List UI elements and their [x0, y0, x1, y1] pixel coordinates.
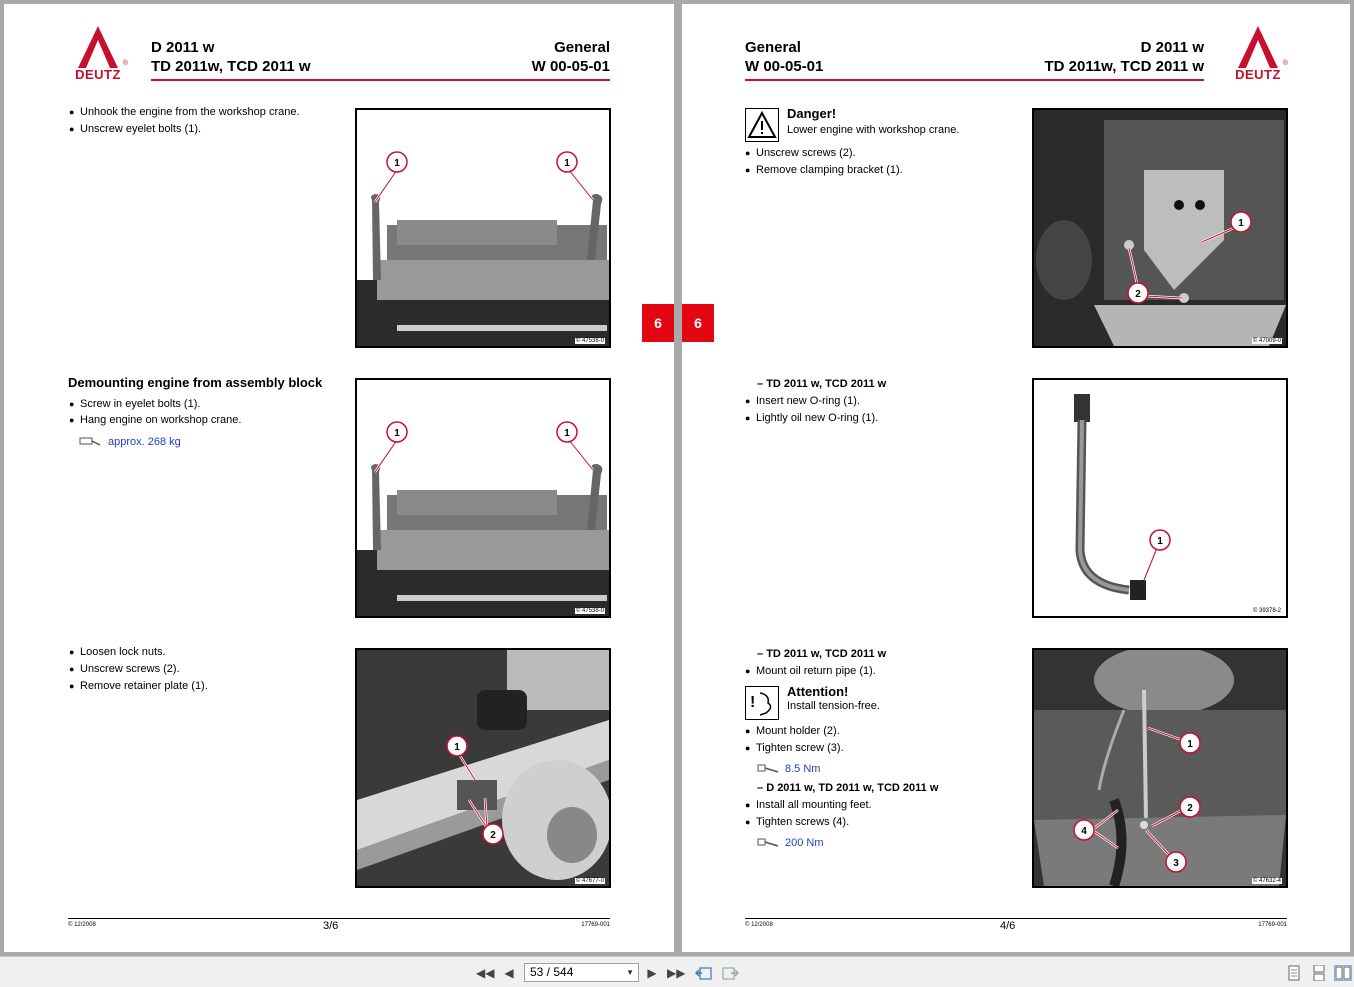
- viewer-toolbar: [0, 956, 1354, 987]
- section-title: Demounting engine from assembly block: [68, 375, 323, 390]
- go-back-icon[interactable]: [695, 965, 713, 981]
- first-page-icon[interactable]: ◀◀: [476, 966, 495, 980]
- header-section-right: [532, 38, 610, 76]
- variant-heading: – TD 2011 w, TCD 2011 w: [757, 378, 887, 390]
- header-model-left: [151, 38, 311, 76]
- instruction-bullet: ● Unhook the engine from the workshop crane.: [80, 104, 300, 121]
- figure-retainer-plate: [355, 648, 611, 888]
- attention-box: [745, 686, 779, 720]
- figure-code: © 47538-0: [575, 608, 604, 614]
- header-model-line1: D 2011 w: [151, 39, 215, 56]
- svg-text:1: 1: [1187, 739, 1193, 750]
- instruction-bullet: ● Remove clamping bracket (1).: [756, 162, 903, 179]
- figure-code: © 47677-0: [575, 878, 604, 884]
- deutz-logo: [68, 24, 128, 82]
- header-model-line2: TD 2011w, TCD 2011 w: [1044, 58, 1204, 75]
- instruction-bullet: ● Mount oil return pipe (1).: [756, 663, 876, 680]
- footer-rule: [68, 918, 610, 919]
- torque-spec: 200 Nm: [785, 837, 824, 849]
- footer-doc-number: 17769-001: [581, 922, 610, 928]
- instruction-bullet: ● Unscrew screws (2).: [80, 661, 180, 678]
- footer-date: © 12/2008: [68, 922, 96, 928]
- instruction-bullet: ● Hang engine on workshop crane.: [80, 412, 241, 429]
- svg-text:1: 1: [394, 428, 400, 439]
- right-page: [682, 4, 1350, 952]
- header-section-code: W 00-05-01: [745, 58, 824, 75]
- instruction-bullet: ● Tighten screw (3).: [756, 740, 844, 757]
- header-model-line2: TD 2011w, TCD 2011 w: [151, 58, 311, 75]
- instruction-bullet: ● Mount holder (2).: [756, 723, 840, 740]
- footer-page-number: 3/6: [323, 920, 339, 932]
- danger-title: Danger!: [787, 106, 837, 121]
- last-page-icon[interactable]: ▶▶: [667, 966, 686, 980]
- torque-wrench-icon: [756, 835, 780, 849]
- logo-registered-mark: ®: [1282, 60, 1288, 67]
- figure-code: © 47538-0: [575, 338, 604, 344]
- attention-title: Attention!: [787, 684, 849, 699]
- header-section-code: W 00-05-01: [531, 58, 610, 75]
- footer-date: © 12/2008: [745, 922, 773, 928]
- danger-box: [745, 108, 779, 142]
- variant-heading: – TD 2011 w, TCD 2011 w: [757, 648, 887, 660]
- page-number-select[interactable]: [524, 963, 639, 982]
- header-model-line1: D 2011 w: [1140, 39, 1204, 56]
- attention-text: Install tension-free.: [787, 700, 880, 712]
- header-section-title: General: [554, 39, 610, 56]
- torque-spec: 8.5 Nm: [785, 763, 821, 775]
- weight-spec: approx. 268 kg: [108, 436, 181, 448]
- instruction-bullet: ● Tighten screws (4).: [756, 814, 849, 831]
- logo-registered-mark: ®: [122, 60, 128, 67]
- instruction-bullet: ● Lightly oil new O-ring (1).: [756, 410, 878, 427]
- svg-text:2: 2: [1135, 289, 1141, 300]
- svg-text:1: 1: [564, 428, 570, 439]
- instruction-bullet: ● Unscrew eyelet bolts (1).: [80, 121, 201, 138]
- attention-icon: [746, 687, 778, 719]
- chevron-down-icon: ▼: [626, 968, 634, 977]
- instruction-bullet: ● Screw in eyelet bolts (1).: [80, 396, 200, 413]
- deutz-logo: [1228, 24, 1288, 82]
- figure-engine-eyelets-2: [355, 378, 611, 618]
- deutz-logo-mark: [1228, 24, 1288, 68]
- chapter-tab: 6: [642, 304, 674, 342]
- variant-heading: – D 2011 w, TD 2011 w, TCD 2011 w: [757, 782, 939, 794]
- instruction-bullet: ● Loosen lock nuts.: [80, 644, 166, 661]
- logo-text: DEUTZ: [75, 67, 121, 82]
- svg-text:1: 1: [1238, 218, 1244, 229]
- footer-page-number: 4/6: [1000, 920, 1016, 932]
- warning-triangle-icon: [746, 109, 778, 141]
- variant-heading-text: TD 2011 w, TCD 2011 w: [766, 648, 887, 660]
- figure-code: © 47632-4: [1252, 878, 1281, 884]
- instruction-bullet: ● Unscrew screws (2).: [756, 145, 856, 162]
- header-model-right: [1044, 38, 1204, 76]
- instruction-bullet: ● Install all mounting feet.: [756, 797, 872, 814]
- figure-mounting-feet: [1032, 648, 1288, 888]
- left-page: [4, 4, 674, 952]
- svg-text:4: 4: [1081, 826, 1087, 837]
- figure-clamping-bracket: [1032, 108, 1288, 348]
- figure-code: © 47009-0: [1252, 338, 1281, 344]
- deutz-logo-mark: [68, 24, 128, 68]
- page-indicator: 53 / 544: [530, 965, 574, 979]
- next-page-icon[interactable]: ▶: [647, 966, 657, 980]
- weight-scale-icon: [78, 434, 102, 448]
- continuous-view-icon[interactable]: [1310, 965, 1328, 981]
- two-page-view-icon[interactable]: [1334, 965, 1352, 981]
- danger-text: Lower engine with workshop crane.: [787, 124, 960, 136]
- instruction-bullet: ● Remove retainer plate (1).: [80, 678, 208, 695]
- svg-text:2: 2: [490, 830, 496, 841]
- variant-heading-text: D 2011 w, TD 2011 w, TCD 2011 w: [766, 782, 939, 794]
- header-rule: [745, 79, 1204, 81]
- svg-text:2: 2: [1187, 803, 1193, 814]
- header-rule: [151, 79, 610, 81]
- logo-text: DEUTZ: [1235, 67, 1281, 82]
- footer-rule: [745, 918, 1287, 919]
- figure-code: © 39378-2: [1252, 608, 1281, 614]
- svg-text:1: 1: [394, 158, 400, 169]
- svg-text:!: !: [750, 694, 756, 711]
- svg-text:1: 1: [564, 158, 570, 169]
- figure-oil-return-pipe: [1032, 378, 1288, 618]
- footer-doc-number: 17769-001: [1258, 922, 1287, 928]
- go-forward-icon[interactable]: [721, 965, 739, 981]
- svg-text:1: 1: [454, 742, 460, 753]
- variant-heading-text: TD 2011 w, TCD 2011 w: [766, 378, 887, 390]
- svg-text:1: 1: [1157, 536, 1163, 547]
- instruction-bullet: ● Insert new O-ring (1).: [756, 393, 860, 410]
- header-section-left: [745, 38, 823, 76]
- single-page-view-icon[interactable]: [1285, 965, 1303, 981]
- torque-wrench-icon: [756, 761, 780, 775]
- previous-page-icon[interactable]: ◀: [504, 966, 514, 980]
- svg-text:3: 3: [1173, 858, 1179, 869]
- header-section-title: General: [745, 39, 801, 56]
- figure-engine-eyelets-1: [355, 108, 611, 348]
- chapter-tab: 6: [682, 304, 714, 342]
